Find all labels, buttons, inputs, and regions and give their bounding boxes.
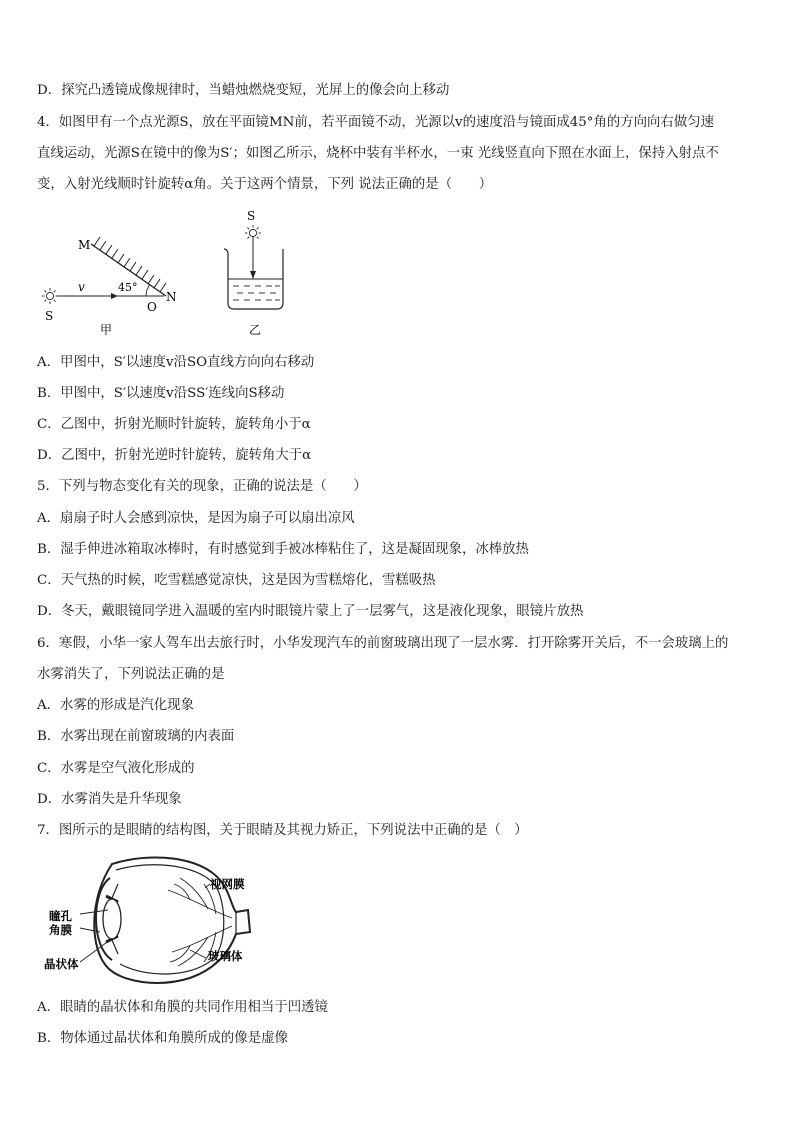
light-source-icon bbox=[245, 225, 261, 239]
label-lens: 晶状体 bbox=[44, 957, 79, 971]
option-b: B．物体通过晶状体和角膜所成的像是虚像 bbox=[37, 1031, 288, 1046]
option-c: C．乙图中，折射光顺时针旋转，旋转角小于α bbox=[37, 417, 311, 432]
caption-yi: 乙 bbox=[249, 323, 262, 337]
option-c: C．水雾是空气液化形成的 bbox=[37, 761, 195, 776]
label-cornea: 角膜 bbox=[49, 923, 72, 937]
label-angle: 45° bbox=[118, 281, 138, 294]
question-4-stem-cont: 变，入射光线顺时针旋转α角。关于这两个情景，下列 说法正确的是（ ） bbox=[37, 177, 493, 192]
option-d: D．乙图中，折射光逆时针旋转，旋转角大于α bbox=[37, 448, 312, 463]
option-text: D．探究凸透镜成像规律时，当蜡烛燃烧变短，光屏上的像会向上移动 bbox=[37, 83, 450, 98]
option-a: A．扇扇子时人会感到凉快，是因为扇子可以扇出凉风 bbox=[37, 511, 355, 526]
label-m: M bbox=[78, 238, 91, 252]
option-a: A．水雾的形成是汽化现象 bbox=[37, 698, 194, 713]
label-o: O bbox=[147, 300, 157, 314]
question-5-stem: 5．下列与物态变化有关的现象，正确的说法是（ ） bbox=[37, 479, 367, 494]
question-4-stem: 4．如图甲有一个点光源S，放在平面镜MN前，若平面镜不动，光源以v的速度沿与镜面成45°角的方向向右做匀速 bbox=[37, 115, 714, 130]
option-a: A．眼睛的晶状体和角膜的共同作用相当于凹透镜 bbox=[37, 1000, 328, 1015]
mirror-diagram bbox=[34, 228, 184, 340]
question-6-stem-cont: 水雾消失了，下列说法正确的是 bbox=[37, 667, 225, 682]
label-vitreous: 玻璃体 bbox=[208, 949, 243, 963]
label-s: S bbox=[247, 209, 256, 223]
option-b: B．湿手伸进冰箱取冰棒时，有时感觉到手被冰棒粘住了，这是凝固现象，冰棒放热 bbox=[37, 542, 529, 557]
option-b: B．甲图中，S′以速度v沿SS′连线向S移动 bbox=[37, 386, 285, 401]
option-d: D．冬天，戴眼镜同学进入温暖的室内时眼镜片蒙上了一层雾气，这是液化现象，眼镜片放热 bbox=[37, 604, 584, 619]
label-s: S bbox=[45, 309, 54, 323]
beaker-diagram bbox=[215, 205, 295, 340]
label-retina: 视网膜 bbox=[210, 877, 245, 891]
question-4-stem-cont: 直线运动，光源S在镜中的像为S′；如图乙所示，烧杯中装有半杯水，一束 光线竖直向下照在水面上，保持入射点不 bbox=[37, 146, 719, 161]
caption-jia: 甲 bbox=[100, 323, 113, 337]
label-v: v bbox=[78, 280, 85, 294]
question-7-stem: 7．图所示的是眼睛的结构图，关于眼睛及其视力矫正，下列说法中正确的是（ ） bbox=[37, 823, 528, 838]
light-source-icon bbox=[42, 288, 58, 304]
option-a: A．甲图中，S′以速度v沿SO直线方向向右移动 bbox=[37, 355, 315, 370]
eye-structure-diagram bbox=[40, 850, 270, 988]
label-n: N bbox=[166, 290, 177, 304]
label-pupil: 瞳孔 bbox=[49, 909, 72, 923]
option-b: B．水雾出现在前窗玻璃的内表面 bbox=[37, 729, 235, 744]
option-d: D．水雾消失是升华现象 bbox=[37, 792, 182, 807]
option-c: C．天气热的时候，吃雪糕感觉凉快，这是因为雪糕熔化，雪糕吸热 bbox=[37, 573, 436, 588]
question-6-stem: 6．寒假，小华一家人驾车出去旅行时，小华发现汽车的前窗玻璃出现了一层水雾．打开除雾开关后，不一会玻璃上的 bbox=[37, 636, 729, 651]
